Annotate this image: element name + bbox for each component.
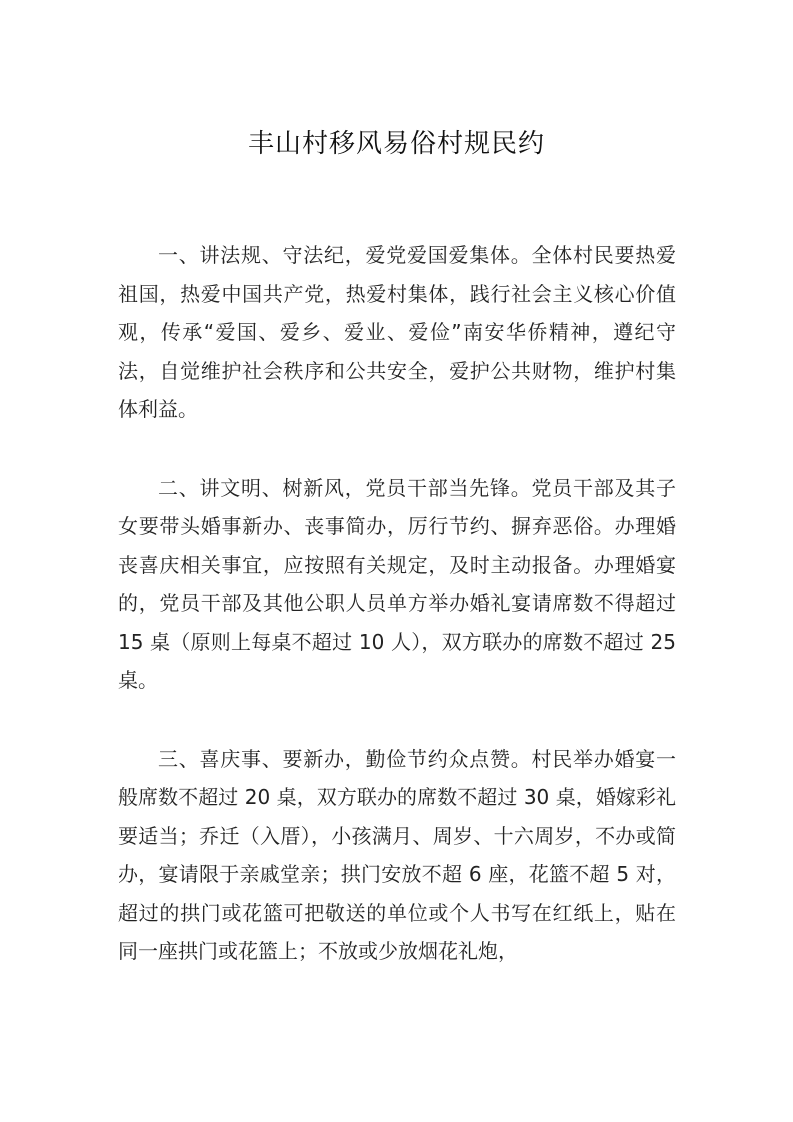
document-title: 丰山村移风易俗村规民约: [247, 129, 545, 159]
document-body: [118, 236, 676, 1011]
paragraph-2: 二、讲文明、树新风，党员干部当先锋。党员干部及其子女要带头婚事新办、丧事简办，厉行节约、摒弃恶俗。办理婚丧喜庆相关事宜，应按照有关规定，及时主动报备。办理婚宴的，党员干部及其他公职人员单方举办婚礼宴请席数不得超过 15 桌（原则上每桌不超过 10 人），双方联办的席数不超过 25 桌。: [118, 475, 676, 692]
paragraph-3: 三、喜庆事、要新办，勤俭节约众点赞。村民举办婚宴一般席数不超过 20 桌，双方联办的席数不超过 30 桌，婚嫁彩礼要适当；乔迁（入厝），小孩满月、周岁、十六周岁，不办或简办，宴请限于亲戚堂亲；拱门安放不超 6 座，花篮不超 5 对，超过的拱门或花篮可把敬送的单位或个人书写在红纸上，贴在同一座拱门或花篮上；不放或少放烟花礼炮，: [118, 746, 676, 963]
paragraph-1: 一、讲法规、守法纪，爱党爱国爱集体。全体村民要热爱祖国，热爱中国共产党，热爱村集体，践行社会主义核心价值观，传承“爱国、爱乡、爱业、爱俭”南安华侨精神，遵纪守法，自觉维护社会秩序和公共安全，爱护公共财物，维护村集体利益。: [118, 243, 676, 421]
